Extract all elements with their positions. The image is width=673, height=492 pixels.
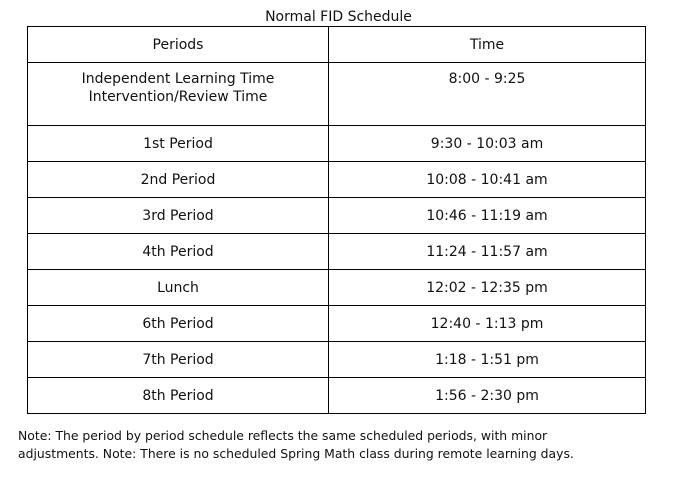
period-cell <box>28 63 329 126</box>
schedule-note: Note: The period by period schedule reflects the same scheduled periods, with minor adjustments. Note: There is no scheduled Spring Math class during remote learning days. <box>18 428 574 461</box>
time-cell: 12:40 - 1:13 pm <box>329 306 646 342</box>
header-periods: Periods <box>28 27 329 63</box>
table-row <box>28 270 646 306</box>
period-line: Independent Learning Time <box>81 71 275 87</box>
time-cell: 8:00 - 9:25 <box>329 63 646 126</box>
period-cell: Lunch <box>28 270 329 306</box>
time-cell: 12:02 - 12:35 pm <box>329 270 646 306</box>
table-row <box>28 63 646 126</box>
table-row <box>28 234 646 270</box>
schedule-table <box>27 26 646 414</box>
time-cell: 1:56 - 2:30 pm <box>329 378 646 414</box>
period-cell: 6th Period <box>28 306 329 342</box>
period-cell: 1st Period <box>28 126 329 162</box>
period-cell: 4th Period <box>28 234 329 270</box>
time-cell: 1:18 - 1:51 pm <box>329 342 646 378</box>
schedule-title: Normal FID Schedule <box>265 9 412 25</box>
table-row <box>28 162 646 198</box>
table-header-row <box>28 27 646 63</box>
header-time: Time <box>329 27 646 63</box>
table-row <box>28 342 646 378</box>
table-row <box>28 306 646 342</box>
table-row <box>28 198 646 234</box>
time-cell: 10:46 - 11:19 am <box>329 198 646 234</box>
period-cell: 7th Period <box>28 342 329 378</box>
table-row <box>28 126 646 162</box>
time-cell: 11:24 - 11:57 am <box>329 234 646 270</box>
period-cell: 3rd Period <box>28 198 329 234</box>
period-line: Intervention/Review Time <box>88 89 268 105</box>
time-cell: 10:08 - 10:41 am <box>329 162 646 198</box>
time-cell: 9:30 - 10:03 am <box>329 126 646 162</box>
period-cell: 2nd Period <box>28 162 329 198</box>
table-row <box>28 378 646 414</box>
period-cell: 8th Period <box>28 378 329 414</box>
